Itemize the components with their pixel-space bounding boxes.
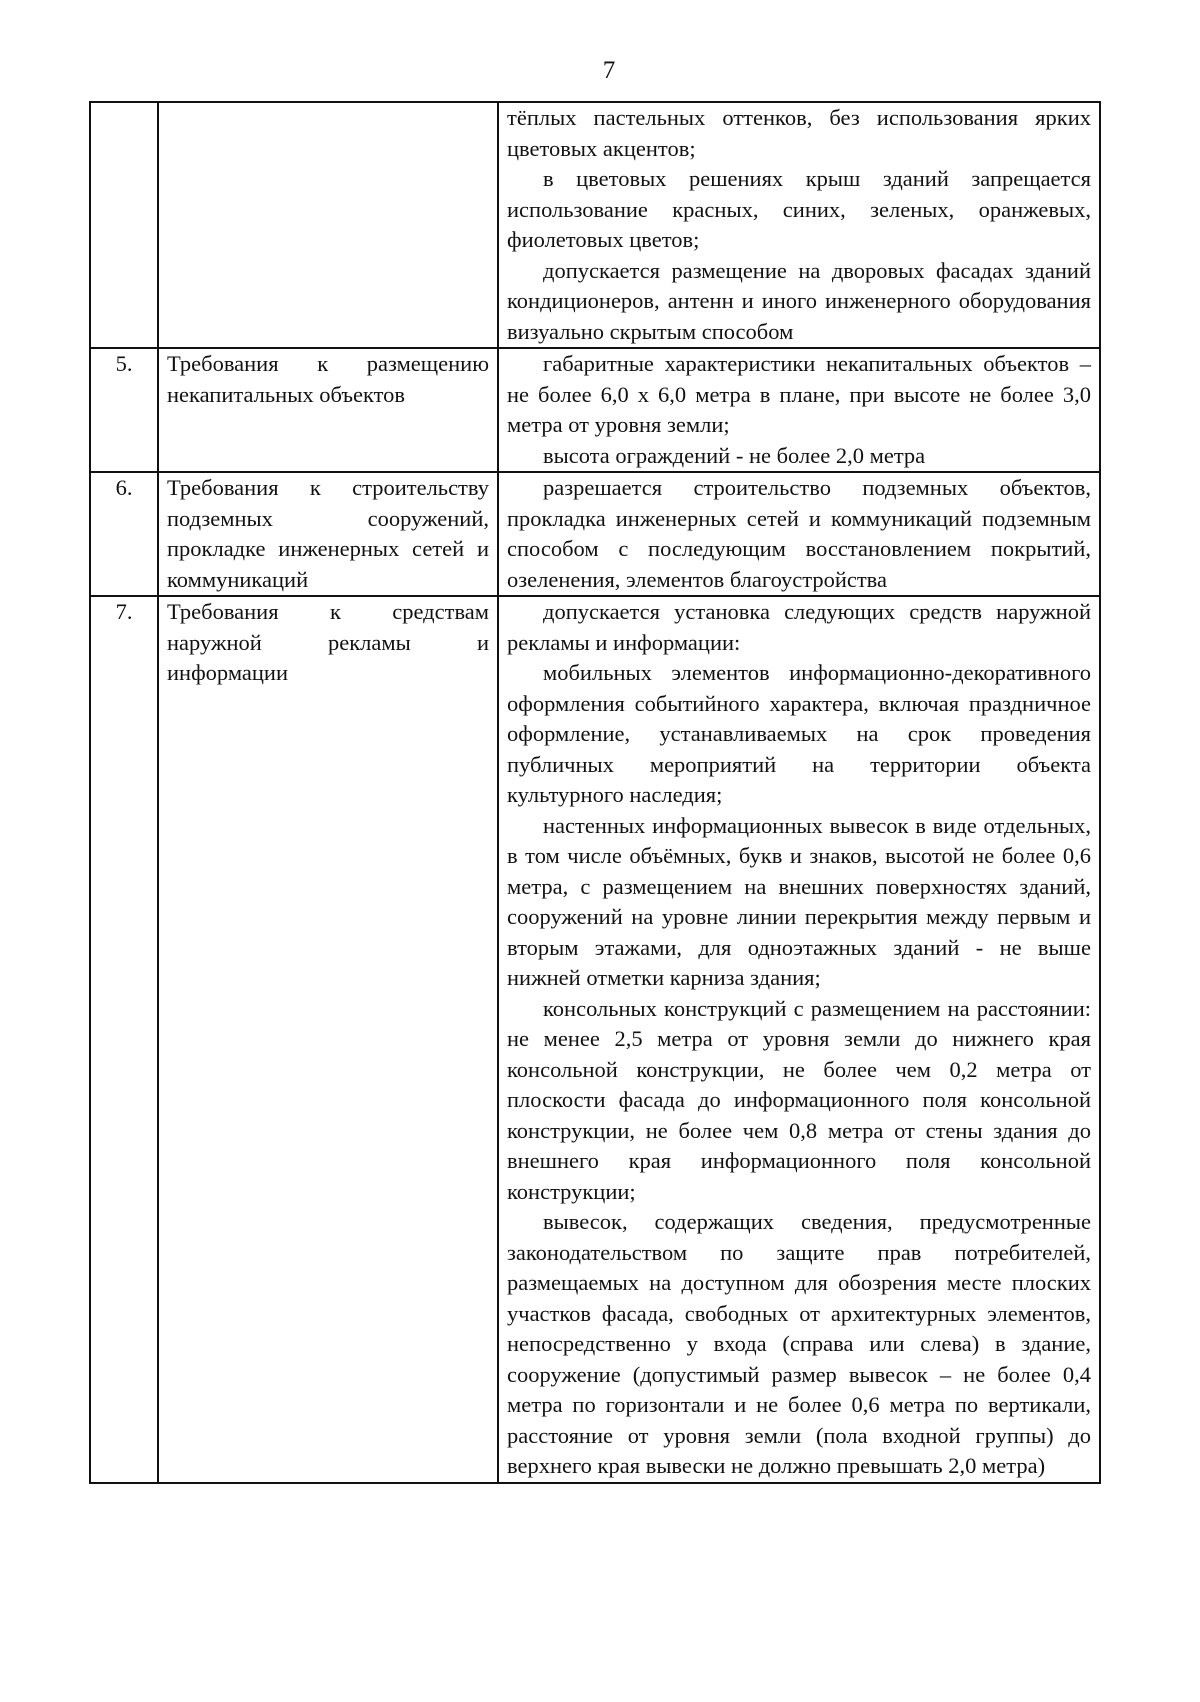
- requirement-name: Требования к средствам наружной рекламы и информации: [158, 596, 498, 1483]
- requirement-paragraph: мобильных элементов информационно-декоративного оформления событийного характера, включая праздничное оформление, устанавливаемых на срок проведения публичных мероприятий на территории объекта культурного наследия;: [507, 660, 1091, 807]
- requirement-name: Требования к размещению некапитальных объектов: [158, 348, 498, 472]
- row-number: 6.: [90, 472, 158, 596]
- row-number: 5.: [90, 348, 158, 472]
- row-number: [90, 102, 158, 348]
- requirement-paragraph: разрешается строительство подземных объектов, прокладка инженерных сетей и коммуникаций подземным способом с последующим восстановлением покрытий, озеленения, элементов благоустройства: [507, 475, 1091, 592]
- table-row-6: [90, 472, 1100, 596]
- requirement-text: [498, 472, 1100, 596]
- requirement-text: [498, 596, 1100, 1483]
- requirement-name: Требования к строительству подземных сооружений, прокладке инженерных сетей и коммуникаций: [158, 472, 498, 596]
- table-row-5: [90, 348, 1100, 472]
- requirements-table: [89, 101, 1101, 1484]
- requirement-paragraph: высота ограждений - не более 2,0 метра: [543, 442, 926, 468]
- requirement-text: [498, 102, 1100, 348]
- requirement-paragraph: настенных информационных вывесок в виде отдельных, в том числе объёмных, букв и знаков, высотой не более 0,6 метра, с размещением на внешних поверхностях зданий, сооружений на уровне линии перекрытия между первым и вторым этажами, для одноэтажных зданий - не выше нижней отметки карниза здания;: [507, 812, 1091, 990]
- requirement-paragraph: габаритные характеристики некапитальных объектов – не более 6,0 х 6,0 метра в плане, при высоте не более 3,0 метра от уровня земли;: [507, 351, 1091, 437]
- table-row-7: [90, 596, 1100, 1483]
- row-number: 7.: [90, 596, 158, 1483]
- requirement-text: [498, 348, 1100, 472]
- requirement-paragraph: допускается установка следующих средств наружной рекламы и информации:: [507, 599, 1091, 655]
- requirement-paragraph: консольных конструкций с размещением на расстоянии: не менее 2,5 метра от уровня земли до нижнего края консольной конструкции, не более чем 0,2 метра от плоскости фасада до информационного поля консольной конструкции, не более чем 0,8 метра от стены здания до внешнего края информационного поля консольной конструкции;: [507, 995, 1091, 1204]
- requirement-paragraph: тёплых пастельных оттенков, без использования ярких цветовых акцентов;: [507, 105, 1091, 161]
- requirement-paragraph: допускается размещение на дворовых фасадах зданий кондиционеров, антенн и иного инженерного оборудования визуально скрытым способом: [507, 257, 1091, 344]
- requirement-name: [158, 102, 498, 348]
- table-row-continuation: [90, 102, 1100, 348]
- requirement-paragraph: вывесок, содержащих сведения, предусмотренные законодательством по защите прав потребителей, размещаемых на доступном для обозрения месте плоских участков фасада, свободных от архитектурных элементов, непосредственно у входа (справа или слева) в здание, сооружение (допустимый размер вывесок – не более 0,4 метра по горизонтали и не более 0,6 метра по вертикали, расстояние от уровня земли (пола входной группы) до верхнего края вывески не должно превышать 2,0 метра): [507, 1209, 1091, 1478]
- requirement-paragraph: в цветовых решениях крыш зданий запрещается использование красных, синих, зеленых, оранжевых, фиолетовых цветов;: [507, 166, 1091, 252]
- page-number: 7: [602, 57, 616, 84]
